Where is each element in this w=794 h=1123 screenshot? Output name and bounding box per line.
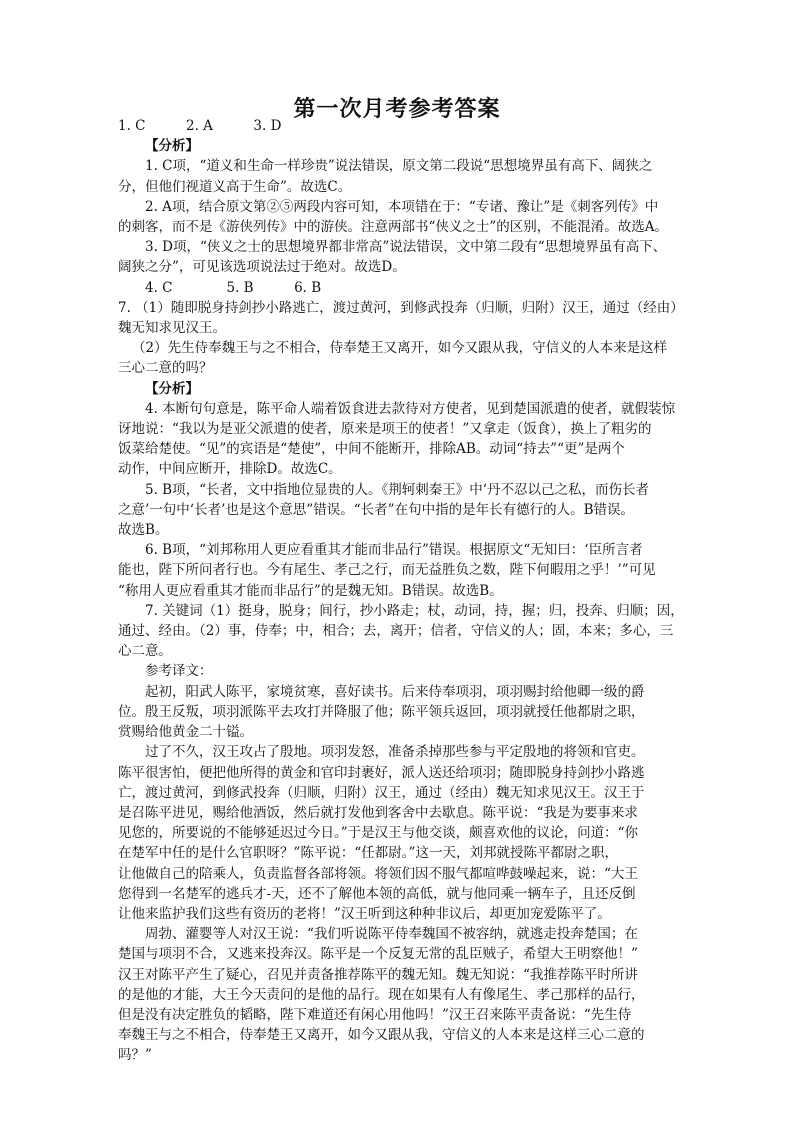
text-line: 奉魏王与之不相合，侍奉楚王又离开，如今又跟从我，守信义的人本来是这样三心二意的 bbox=[118, 1027, 645, 1044]
text-line: 4. 本断句句意是，陈平命人端着饭食进去款待对方使者，见到楚国派遣的使者，就假装惊 bbox=[145, 400, 676, 417]
text-line: 的刺客，而不是《游侠列传》中的游侠。注意两部书“侠义之士”的区别，不能混淆。故选A。 bbox=[118, 219, 669, 236]
text-line: 起初，阳武人陈平，家境贫寒，喜好读书。后来侍奉项羽，项羽赐封给他卿一级的爵 bbox=[145, 683, 645, 700]
text-line: 周勃、灌婴等人对汉王说：“我们听说陈平侍奉魏国不被容纳，就逃走投奔楚国；在 bbox=[145, 926, 638, 943]
page-title: 第一次月考参考答案 bbox=[293, 97, 501, 122]
text-line: 2. A项，结合原文第②⑤两段内容可知，本项错在于：“专诸、豫让”是《刺客列传》中 bbox=[145, 198, 659, 215]
text-line: 心二意。 bbox=[118, 643, 172, 660]
text-line: 但是没有决定胜负的韬略，陛下难道还有闲心用他吗！”汉王召来陈平责备说：“先生侍 bbox=[118, 1006, 632, 1023]
text-line: 5. B项，“长者，文中指地位显贵的人。《荆轲刺秦王》中‘丹不忍以己之私，而伤长者 bbox=[145, 481, 650, 498]
text-line: “称用人更应看重其才能而非品行”的是魏无知。B错误。故选B。 bbox=[118, 582, 503, 599]
text-line: 6. B项，“刘邦称用人更应看重其才能而非品行”错误。根据原文“无知曰：‘臣所言者 bbox=[145, 542, 643, 559]
text-line: 饭菜给楚使。“见”的宾语是“楚使”，中间不能断开，排除AB。动词“持去”“更”是两个 bbox=[118, 441, 625, 458]
text-line: 魏无知求见汉王。 bbox=[118, 320, 226, 337]
text-line: 3. D项，“侠义之士的思想境界都非常高”说法错误，文中第二段有“思想境界虽有高下、 bbox=[145, 239, 667, 256]
text-line: 三心二意的吗？ bbox=[118, 360, 213, 377]
text-line: 位。殷王反叛，项羽派陈平去攻打并降服了他；陈平领兵返回，项羽就授任他都尉之职， bbox=[118, 703, 645, 720]
text-line: 阔狭之分”，可见该选项说法过于绝对。故选D。 bbox=[118, 259, 406, 276]
text-line: 让他来监护我们这些有资历的老将！”汉王听到这种种非议后，却更加宠爱陈平了。 bbox=[118, 905, 611, 922]
text-line: 【分析】 bbox=[145, 138, 199, 155]
text-line: 您得到一名楚军的逃兵才-天，还不了解他本领的高低，就与他同乘一辆车子，且还反倒 bbox=[118, 885, 636, 902]
text-line: 4. C 5. B 6. B bbox=[145, 279, 322, 296]
text-line: 分，但他们视道义高于生命”。故选C。 bbox=[118, 178, 352, 195]
text-line: 7. 关键词（1）挺身，脱身；间行，抄小路走；杖，动词，持，握；归，投奔、归顺；因， bbox=[145, 602, 684, 619]
text-line: 陈平很害怕，便把他所得的黄金和官印封裹好，派人送还给项羽；随即脱身持剑抄小路逃 bbox=[118, 764, 645, 781]
text-line: 的是他的才能，大王今天责问的是他的品行。现在如果有人有像尾生、孝己那样的品行， bbox=[118, 986, 645, 1003]
text-line: 吗？” bbox=[118, 1047, 152, 1064]
text-line: 讶地说：“我以为是亚父派遣的使者，原来是项王的使者！”又拿走（饭食），换上了粗劣的 bbox=[118, 421, 652, 438]
text-line: 通过、经由。（2）事，侍奉；中，相合；去，离开；信者，守信义的人；固，本来；多心，三 bbox=[118, 623, 674, 640]
text-line: 1. C项，“道义和生命一样珍贵”说法错误，原文第二段说“思想境界虽有高下、阔狭之 bbox=[145, 158, 653, 175]
text-line: 7. （1）随即脱身持剑抄小路逃亡，渡过黄河，到修武投奔（归顺，归附）汉王，通过（经由） bbox=[118, 299, 684, 316]
text-line: 参考译文： bbox=[145, 663, 213, 680]
text-line: 之意’一句中‘长者’也是这个意思”错误。“长者”在句中指的是年长有德行的人。B错误。 bbox=[118, 501, 634, 518]
text-line: 亡，渡过黄河，到修武投奔（归顺，归附）汉王，通过（经由）魏无知求见汉王。汉王于 bbox=[118, 784, 645, 801]
text-line: 让他做自己的陪乘人，负责监督各部将领。将领们因不服气都喧哗鼓噪起来，说：“大王 bbox=[118, 865, 638, 882]
text-line: 楚国与项羽不合，又逃来投奔汉。陈平是一个反复无常的乱臣贼子，希望大王明察他！” bbox=[118, 946, 638, 963]
text-line: 1. C 2. A 3. D bbox=[118, 118, 282, 134]
text-line: 汉王对陈平产生了疑心，召见并责备推荐陈平的魏无知。魏无知说：“我推荐陈平时所讲 bbox=[118, 966, 638, 983]
text-line: 见您的，所要说的不能够延迟过今日。”于是汉王与他交谈，颇喜欢他的议论，问道：“你 bbox=[118, 825, 639, 842]
text-line: 动作，中间应断开，排除D。故选C。 bbox=[118, 461, 342, 478]
text-line: 【分析】 bbox=[145, 380, 199, 397]
text-line: 能也，陛下所问者行也。今有尾生、孝己之行，而无益胜负之数，陛下何暇用之乎！’”可见 bbox=[118, 562, 656, 579]
text-line: 赏赐给他黄金二十镒。 bbox=[118, 724, 253, 741]
text-line: 在楚军中任的是什么官职呀？”陈平说：“任都尉。”这一天，刘邦就授陈平都尉之职， bbox=[118, 845, 618, 862]
text-line: （2）先生侍奉魏王与之不相合，侍奉楚王又离开，如今又跟从我，守信义的人本来是这样 bbox=[132, 340, 668, 357]
text-line: 故选B。 bbox=[118, 522, 169, 539]
document-body bbox=[118, 116, 684, 1066]
text-line: 过了不久，汉王攻占了殷地。项羽发怒，准备杀掉那些参与平定殷地的将领和官吏。 bbox=[145, 744, 645, 761]
text-line: 是召陈平进见，赐给他酒饭，然后就打发他到客舍中去歇息。陈平说：“我是为要事来求 bbox=[118, 804, 638, 821]
